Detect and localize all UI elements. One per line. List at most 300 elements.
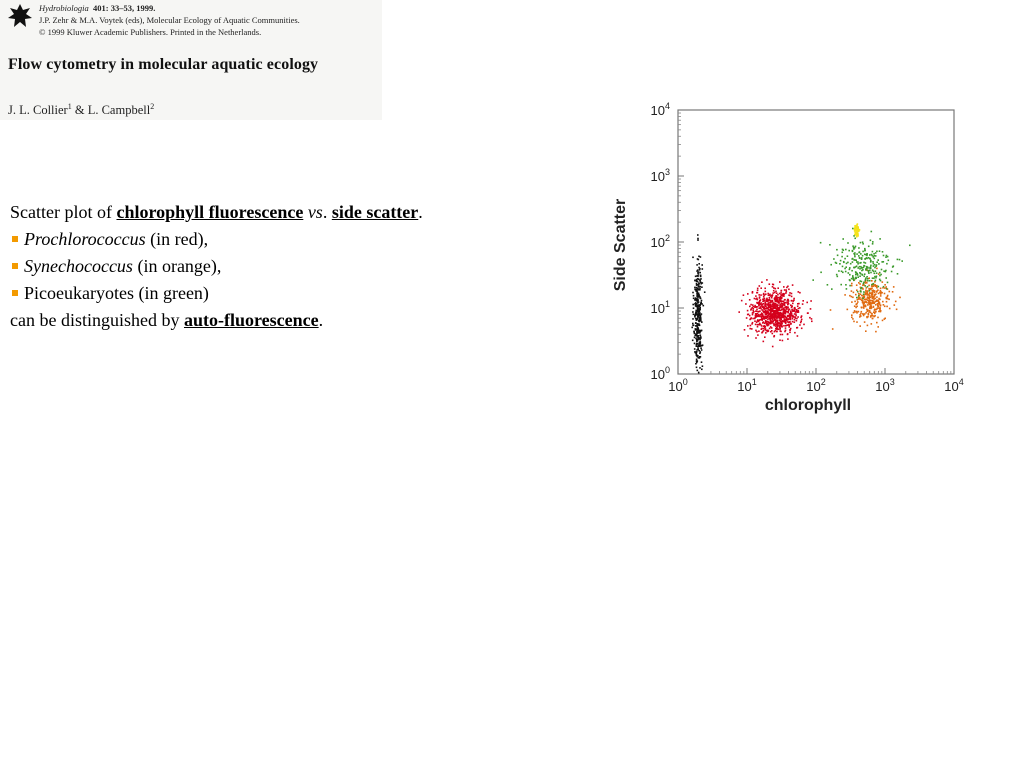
data-point-noise	[693, 307, 695, 309]
data-point-synechococcus	[852, 318, 854, 320]
data-point-prochlorococcus	[776, 331, 778, 333]
data-point-synechococcus	[865, 282, 867, 284]
data-point-prochlorococcus	[776, 296, 778, 298]
organism-name: Picoeukaryotes	[24, 283, 134, 303]
data-point-synechococcus	[856, 321, 858, 323]
data-point-prochlorococcus	[794, 319, 796, 321]
data-point-beads	[856, 235, 858, 237]
data-point-picoeukaryotes	[872, 241, 874, 243]
data-point-prochlorococcus	[787, 306, 789, 308]
data-point-prochlorococcus	[781, 314, 783, 316]
data-point-prochlorococcus	[752, 304, 754, 306]
data-point-prochlorococcus	[783, 293, 785, 295]
data-point-synechococcus	[868, 277, 870, 279]
data-point-noise	[698, 259, 700, 261]
x-tick-label	[737, 377, 756, 394]
data-point-prochlorococcus	[764, 288, 766, 290]
data-point-synechococcus	[883, 304, 885, 306]
data-point-prochlorococcus	[772, 294, 774, 296]
data-point-synechococcus	[867, 290, 869, 292]
data-point-noise	[703, 305, 705, 307]
data-point-prochlorococcus	[762, 322, 764, 324]
data-point-picoeukaryotes	[886, 263, 888, 265]
data-point-synechococcus	[857, 301, 859, 303]
data-point-prochlorococcus	[790, 304, 792, 306]
data-point-synechococcus	[859, 297, 861, 299]
data-point-prochlorococcus	[756, 309, 758, 311]
data-point-noise	[702, 282, 704, 284]
data-point-prochlorococcus	[772, 284, 774, 286]
data-point-picoeukaryotes	[861, 258, 863, 260]
data-point-picoeukaryotes	[872, 251, 874, 253]
data-point-prochlorococcus	[756, 306, 758, 308]
data-point-picoeukaryotes	[876, 276, 878, 278]
data-point-prochlorococcus	[757, 290, 759, 292]
data-point-noise	[696, 345, 698, 347]
data-point-noise	[701, 330, 703, 332]
paper-header-image	[0, 0, 382, 120]
data-point-picoeukaryotes	[887, 256, 889, 258]
data-point-synechococcus	[876, 268, 878, 270]
data-point-prochlorococcus	[772, 292, 774, 294]
data-point-picoeukaryotes	[868, 267, 870, 269]
data-point-prochlorococcus	[749, 328, 751, 330]
vs-word: vs	[307, 202, 323, 222]
tick-exponent: 1	[751, 377, 757, 387]
data-point-prochlorococcus	[782, 301, 784, 303]
data-point-noise	[700, 275, 702, 277]
data-point-synechococcus	[868, 314, 870, 316]
data-point-prochlorococcus	[776, 305, 778, 307]
data-point-synechococcus	[865, 290, 867, 292]
data-point-picoeukaryotes	[839, 263, 841, 265]
term-side-scatter: side scatter	[331, 202, 419, 222]
data-point-prochlorococcus	[797, 305, 799, 307]
data-point-picoeukaryotes	[874, 273, 876, 275]
data-point-picoeukaryotes	[847, 262, 849, 264]
data-point-prochlorococcus	[774, 312, 776, 314]
data-point-synechococcus	[872, 318, 874, 320]
data-point-prochlorococcus	[781, 326, 783, 328]
data-point-picoeukaryotes	[852, 250, 854, 252]
data-point-prochlorococcus	[779, 298, 781, 300]
data-point-prochlorococcus	[771, 310, 773, 312]
data-point-prochlorococcus	[784, 304, 786, 306]
data-point-noise	[693, 298, 695, 300]
data-point-synechococcus	[865, 301, 867, 303]
data-point-synechococcus	[876, 296, 878, 298]
data-point-synechococcus	[878, 311, 880, 313]
data-point-synechococcus	[866, 309, 868, 311]
data-point-prochlorococcus	[789, 321, 791, 323]
data-point-prochlorococcus	[773, 303, 775, 305]
journal-name: Hydrobiologia	[39, 3, 89, 13]
data-point-picoeukaryotes	[853, 277, 855, 279]
data-point-noise	[700, 282, 702, 284]
data-point-picoeukaryotes	[859, 268, 861, 270]
data-point-prochlorococcus	[757, 326, 759, 328]
data-point-prochlorococcus	[752, 310, 754, 312]
data-point-prochlorococcus	[785, 289, 787, 291]
data-point-noise	[696, 351, 698, 353]
data-point-prochlorococcus	[782, 305, 784, 307]
data-point-synechococcus	[866, 311, 868, 313]
y-tick-label	[651, 299, 670, 316]
y-tick-label	[651, 233, 670, 250]
data-point-noise	[697, 281, 699, 283]
data-point-prochlorococcus	[765, 328, 767, 330]
data-point-prochlorococcus	[750, 317, 752, 319]
data-point-picoeukaryotes	[876, 261, 878, 263]
data-point-picoeukaryotes	[879, 272, 881, 274]
data-point-noise	[692, 325, 694, 327]
y-tick-label	[651, 101, 670, 118]
data-point-picoeukaryotes	[851, 270, 853, 272]
data-point-picoeukaryotes	[881, 269, 883, 271]
data-point-picoeukaryotes	[872, 256, 874, 258]
data-point-picoeukaryotes	[827, 284, 829, 286]
data-point-synechococcus	[868, 298, 870, 300]
data-point-synechococcus	[875, 331, 877, 333]
data-point-prochlorococcus	[787, 338, 789, 340]
data-point-prochlorococcus	[770, 303, 772, 305]
paper-authors	[8, 102, 154, 118]
data-point-synechococcus	[877, 326, 879, 328]
data-point-noise	[697, 336, 699, 338]
data-point-noise	[700, 317, 702, 319]
data-point-synechococcus	[875, 286, 877, 288]
data-point-picoeukaryotes	[875, 252, 877, 254]
data-point-picoeukaryotes	[867, 270, 869, 272]
data-point-synechococcus	[886, 306, 888, 308]
data-point-synechococcus	[874, 292, 876, 294]
data-point-prochlorococcus	[766, 279, 768, 281]
data-point-prochlorococcus	[795, 311, 797, 313]
data-point-noise	[700, 256, 702, 258]
data-point-prochlorococcus	[755, 313, 757, 315]
data-point-synechococcus	[877, 303, 879, 305]
data-point-picoeukaryotes	[856, 253, 858, 255]
data-point-prochlorococcus	[770, 315, 772, 317]
data-point-noise	[699, 272, 701, 274]
data-point-picoeukaryotes	[854, 238, 856, 240]
data-point-picoeukaryotes	[844, 268, 846, 270]
data-point-prochlorococcus	[796, 320, 798, 322]
data-point-prochlorococcus	[787, 304, 789, 306]
data-point-synechococcus	[862, 302, 864, 304]
data-point-noise	[693, 331, 695, 333]
data-point-noise	[701, 349, 703, 351]
data-point-picoeukaryotes	[852, 261, 854, 263]
data-point-noise	[696, 367, 698, 369]
data-point-synechococcus	[874, 295, 876, 297]
data-point-prochlorococcus	[774, 317, 776, 319]
data-point-synechococcus	[861, 311, 863, 313]
data-point-noise	[704, 291, 706, 293]
data-point-prochlorococcus	[778, 302, 780, 304]
data-point-picoeukaryotes	[878, 286, 880, 288]
data-point-picoeukaryotes	[885, 256, 887, 258]
organism-note: (in green)	[133, 283, 209, 303]
data-point-synechococcus	[858, 311, 860, 313]
data-point-picoeukaryotes	[909, 245, 911, 247]
data-point-synechococcus	[878, 306, 880, 308]
data-point-prochlorococcus	[787, 315, 789, 317]
tick-exponent: 0	[682, 377, 688, 387]
data-point-prochlorococcus	[784, 299, 786, 301]
y-tick-label	[651, 167, 670, 184]
data-point-prochlorococcus	[789, 292, 791, 294]
data-point-prochlorococcus	[761, 303, 763, 305]
data-point-prochlorococcus	[758, 307, 760, 309]
tick-exponent: 4	[958, 377, 964, 387]
data-point-prochlorococcus	[755, 316, 757, 318]
data-point-synechococcus	[852, 297, 854, 299]
tick-base: 10	[650, 169, 665, 184]
data-point-picoeukaryotes	[849, 280, 851, 282]
organism-name: Synechococcus	[24, 256, 133, 276]
data-point-prochlorococcus	[750, 304, 752, 306]
data-point-prochlorococcus	[778, 315, 780, 317]
data-point-prochlorococcus	[789, 315, 791, 317]
data-point-picoeukaryotes	[866, 268, 868, 270]
data-point-picoeukaryotes	[875, 270, 877, 272]
data-point-picoeukaryotes	[870, 272, 872, 274]
data-point-synechococcus	[830, 309, 832, 311]
data-point-picoeukaryotes	[854, 256, 856, 258]
data-point-picoeukaryotes	[880, 274, 882, 276]
data-point-prochlorococcus	[771, 317, 773, 319]
data-point-prochlorococcus	[795, 315, 797, 317]
data-point-synechococcus	[867, 304, 869, 306]
data-point-prochlorococcus	[796, 318, 798, 320]
data-point-prochlorococcus	[776, 317, 778, 319]
data-point-prochlorococcus	[757, 313, 759, 315]
data-point-prochlorococcus	[763, 318, 765, 320]
data-point-noise	[692, 257, 694, 259]
data-point-prochlorococcus	[781, 319, 783, 321]
data-point-prochlorococcus	[741, 300, 743, 302]
data-point-synechococcus	[869, 310, 871, 312]
data-point-picoeukaryotes	[857, 276, 859, 278]
data-point-prochlorococcus	[783, 286, 785, 288]
data-point-prochlorococcus	[791, 305, 793, 307]
data-point-synechococcus	[872, 294, 874, 296]
data-point-picoeukaryotes	[864, 250, 866, 252]
data-point-synechococcus	[849, 295, 851, 297]
data-point-picoeukaryotes	[901, 260, 903, 262]
data-point-noise	[696, 343, 698, 345]
data-point-prochlorococcus	[797, 335, 799, 337]
data-point-synechococcus	[865, 312, 867, 314]
data-point-prochlorococcus	[798, 303, 800, 305]
data-point-picoeukaryotes	[876, 251, 878, 253]
data-point-synechococcus	[854, 305, 856, 307]
data-point-synechococcus	[879, 292, 881, 294]
data-point-noise	[699, 289, 701, 291]
data-point-prochlorococcus	[758, 330, 760, 332]
data-point-prochlorococcus	[787, 319, 789, 321]
data-point-picoeukaryotes	[848, 250, 850, 252]
data-point-picoeukaryotes	[858, 255, 860, 257]
data-point-prochlorococcus	[757, 292, 759, 294]
data-point-prochlorococcus	[775, 325, 777, 327]
data-point-prochlorococcus	[759, 324, 761, 326]
data-point-synechococcus	[832, 328, 834, 330]
data-point-prochlorococcus	[791, 296, 793, 298]
data-point-noise	[697, 238, 699, 240]
data-point-noise	[699, 342, 701, 344]
data-point-synechococcus	[867, 297, 869, 299]
data-point-prochlorococcus	[770, 321, 772, 323]
data-point-noise	[694, 348, 696, 350]
data-point-noise	[698, 306, 700, 308]
data-point-prochlorococcus	[781, 321, 783, 323]
data-point-synechococcus	[866, 292, 868, 294]
data-point-prochlorococcus	[769, 318, 771, 320]
data-point-synechococcus	[889, 291, 891, 293]
data-point-prochlorococcus	[809, 317, 811, 319]
data-point-picoeukaryotes	[873, 253, 875, 255]
data-point-prochlorococcus	[770, 331, 772, 333]
data-point-synechococcus	[872, 290, 874, 292]
data-point-synechococcus	[875, 311, 877, 313]
data-point-synechococcus	[869, 292, 871, 294]
data-point-picoeukaryotes	[845, 249, 847, 251]
data-point-picoeukaryotes	[845, 284, 847, 286]
data-point-synechococcus	[847, 309, 849, 311]
bullet-item	[10, 226, 570, 253]
data-point-noise	[702, 268, 704, 270]
data-point-prochlorococcus	[757, 324, 759, 326]
data-point-synechococcus	[870, 303, 872, 305]
data-point-prochlorococcus	[774, 331, 776, 333]
data-point-picoeukaryotes	[863, 294, 865, 296]
data-point-noise	[695, 328, 697, 330]
data-point-prochlorococcus	[779, 339, 781, 341]
data-point-picoeukaryotes	[841, 271, 843, 273]
data-point-prochlorococcus	[785, 302, 787, 304]
data-point-picoeukaryotes	[829, 244, 831, 246]
data-point-synechococcus	[853, 312, 855, 314]
data-point-synechococcus	[872, 302, 874, 304]
data-point-prochlorococcus	[773, 290, 775, 292]
data-point-prochlorococcus	[786, 324, 788, 326]
data-point-beads	[857, 233, 859, 235]
data-point-picoeukaryotes	[852, 258, 854, 260]
data-point-synechococcus	[880, 288, 882, 290]
data-point-picoeukaryotes	[880, 280, 882, 282]
data-point-prochlorococcus	[799, 292, 801, 294]
data-point-noise	[699, 312, 701, 314]
data-point-noise	[694, 303, 696, 305]
data-point-prochlorococcus	[796, 309, 798, 311]
tick-base: 10	[668, 379, 683, 394]
data-point-prochlorococcus	[776, 327, 778, 329]
data-point-noise	[694, 335, 696, 337]
data-point-picoeukaryotes	[874, 267, 876, 269]
data-point-noise	[699, 304, 701, 306]
data-point-noise	[698, 344, 700, 346]
data-point-prochlorococcus	[757, 320, 759, 322]
data-point-picoeukaryotes	[854, 247, 856, 249]
data-point-prochlorococcus	[745, 303, 747, 305]
data-point-prochlorococcus	[767, 330, 769, 332]
data-point-prochlorococcus	[768, 294, 770, 296]
data-point-synechococcus	[862, 288, 864, 290]
data-point-picoeukaryotes	[887, 282, 889, 284]
data-point-noise	[695, 313, 697, 315]
data-point-synechococcus	[868, 285, 870, 287]
data-point-prochlorococcus	[769, 283, 771, 285]
data-point-picoeukaryotes	[849, 274, 851, 276]
data-point-picoeukaryotes	[847, 242, 849, 244]
data-point-synechococcus	[870, 306, 872, 308]
data-point-noise	[697, 296, 699, 298]
caption-text	[10, 199, 570, 334]
data-point-picoeukaryotes	[871, 231, 873, 233]
data-point-picoeukaryotes	[863, 262, 865, 264]
data-point-picoeukaryotes	[860, 290, 862, 292]
data-point-picoeukaryotes	[844, 258, 846, 260]
data-point-prochlorococcus	[790, 323, 792, 325]
data-point-synechococcus	[876, 322, 878, 324]
data-point-prochlorococcus	[788, 294, 790, 296]
data-point-prochlorococcus	[761, 281, 763, 283]
data-point-picoeukaryotes	[891, 271, 893, 273]
data-point-prochlorococcus	[792, 284, 794, 286]
data-point-prochlorococcus	[757, 303, 759, 305]
data-point-prochlorococcus	[802, 300, 804, 302]
data-point-picoeukaryotes	[864, 265, 866, 267]
data-point-picoeukaryotes	[872, 277, 874, 279]
data-point-synechococcus	[892, 291, 894, 293]
bullet-square-icon	[12, 263, 18, 269]
data-point-noise	[694, 289, 696, 291]
data-point-synechococcus	[884, 287, 886, 289]
data-point-synechococcus	[887, 296, 889, 298]
data-point-prochlorococcus	[749, 306, 751, 308]
data-point-picoeukaryotes	[869, 280, 871, 282]
data-point-synechococcus	[866, 282, 868, 284]
data-point-noise	[698, 295, 700, 297]
data-point-picoeukaryotes	[875, 255, 877, 257]
data-point-prochlorococcus	[791, 313, 793, 315]
data-point-synechococcus	[881, 292, 883, 294]
data-point-synechococcus	[873, 299, 875, 301]
data-point-prochlorococcus	[770, 302, 772, 304]
data-point-prochlorococcus	[780, 331, 782, 333]
data-point-synechococcus	[851, 283, 853, 285]
data-point-prochlorococcus	[789, 332, 791, 334]
data-point-picoeukaryotes	[863, 283, 865, 285]
data-point-prochlorococcus	[780, 301, 782, 303]
caption-prefix: can be distinguished by	[10, 310, 184, 330]
data-point-picoeukaryotes	[879, 238, 881, 240]
data-point-noise	[696, 359, 698, 361]
data-point-prochlorococcus	[757, 288, 759, 290]
data-point-picoeukaryotes	[858, 295, 860, 297]
data-point-picoeukaryotes	[861, 270, 863, 272]
data-point-prochlorococcus	[784, 331, 786, 333]
data-point-picoeukaryotes	[852, 228, 854, 230]
data-point-prochlorococcus	[747, 325, 749, 327]
caption-prefix: Scatter plot of	[10, 202, 117, 222]
data-point-picoeukaryotes	[866, 255, 868, 257]
data-point-prochlorococcus	[770, 295, 772, 297]
data-point-picoeukaryotes	[862, 243, 864, 245]
data-point-prochlorococcus	[773, 308, 775, 310]
